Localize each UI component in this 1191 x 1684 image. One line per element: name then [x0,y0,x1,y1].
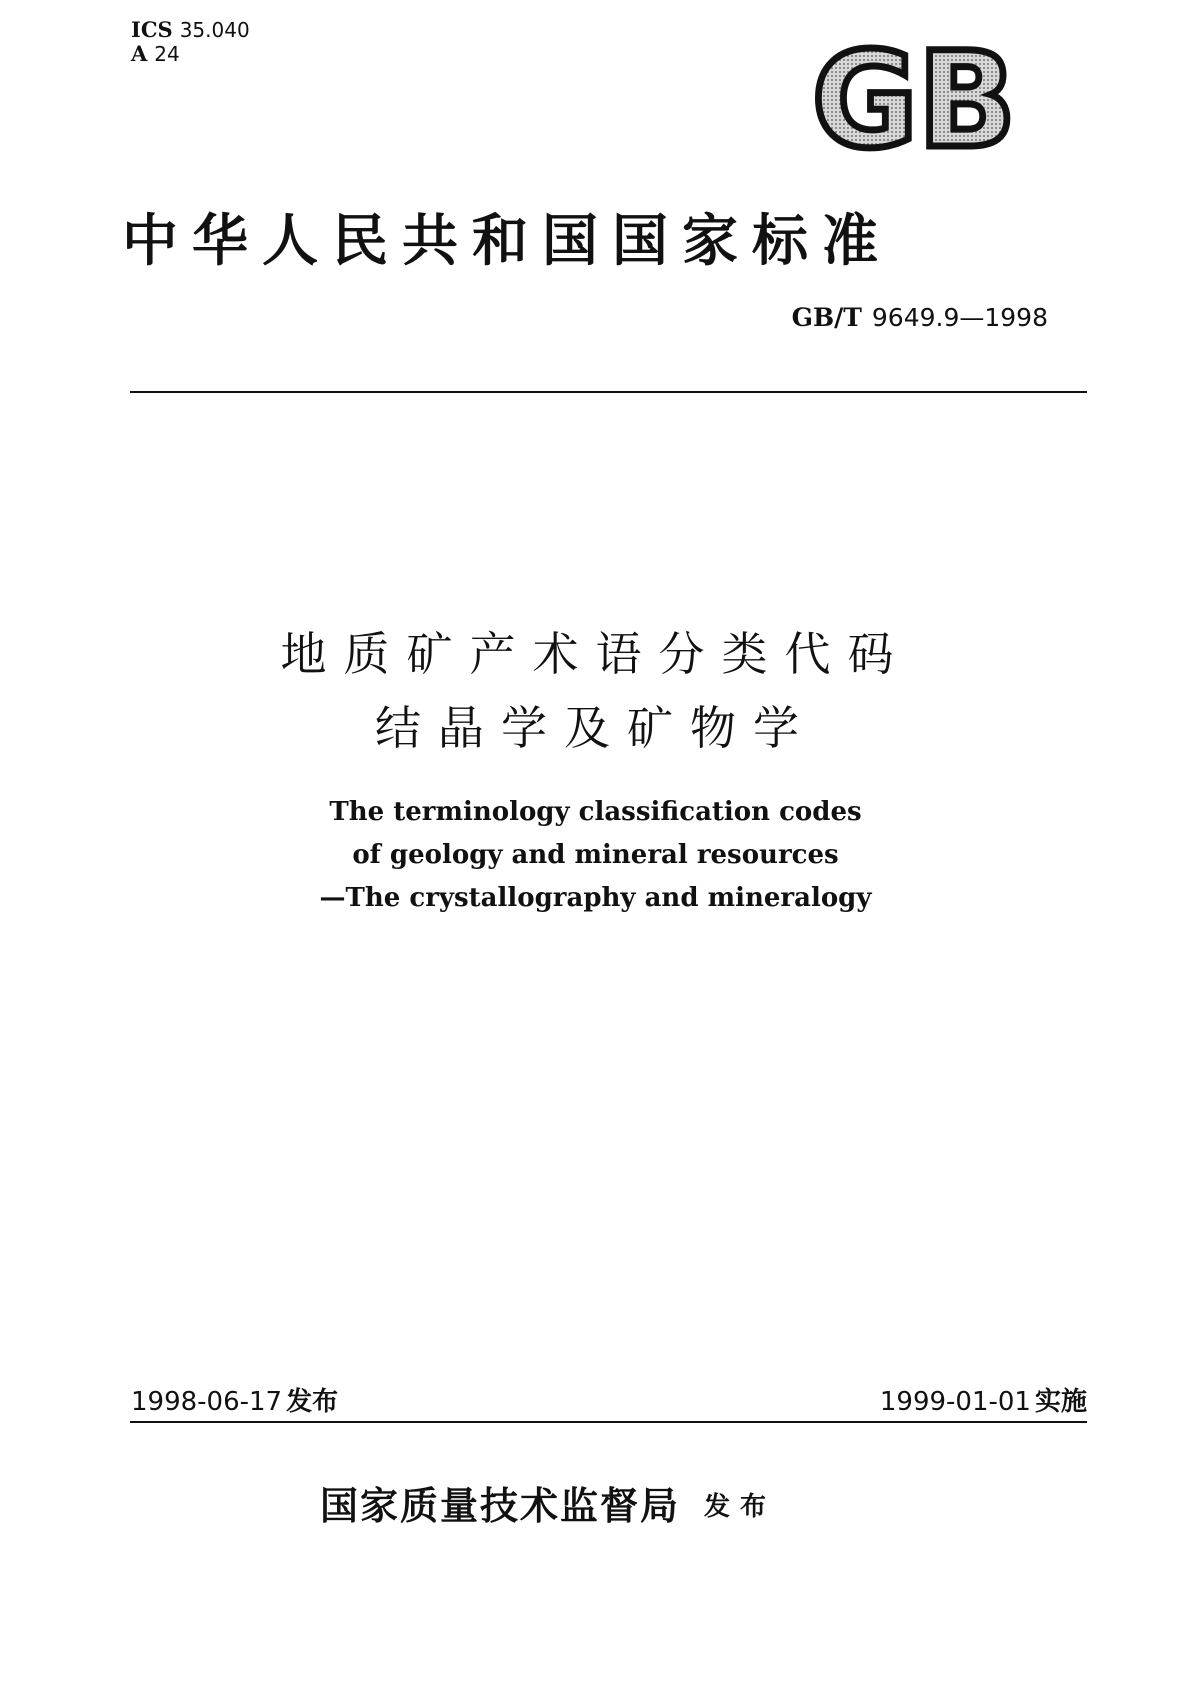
published-date: 1998-06-17 [131,1387,283,1417]
ics-label: ICS [131,17,173,42]
effective-date-row [880,1381,1087,1418]
title-cn-line1: 地质矿产术语分类代码 [280,627,911,681]
title-cn-line2: 结晶学及矿物学 [375,701,816,755]
standard-number-code: 9649.9—1998 [871,303,1048,332]
issuer-action: 发布 [704,1492,777,1522]
ics-line [131,18,250,42]
standard-number-prefix: GB/T [791,303,862,332]
top-divider [130,391,1087,393]
issuer-name: 国家质量技术监督局 [320,1483,681,1528]
published-label: 发布 [286,1387,339,1417]
class-line [131,42,250,66]
effective-label: 实施 [1034,1387,1087,1417]
logo-text: GB [812,38,1016,154]
title-en-line2: of geology and mineral resources [352,840,839,870]
issuer [320,1475,776,1530]
title-en-line1: The terminology classification codes [329,797,862,827]
gb-logo-icon [810,38,1018,154]
ics-code: 35.040 [179,18,250,42]
bottom-divider [130,1421,1087,1423]
published-date-row [131,1381,338,1418]
class-label: A [131,41,148,66]
effective-date: 1999-01-01 [879,1387,1031,1417]
title-en-line3: —The crystallography and mineralogy [319,883,872,913]
standard-number [0,303,1048,332]
national-standard-title: 中华人民共和国国家标准 [122,208,892,274]
ics-classification [131,18,250,66]
gb-logo [810,38,1018,154]
class-code: 24 [154,42,180,66]
